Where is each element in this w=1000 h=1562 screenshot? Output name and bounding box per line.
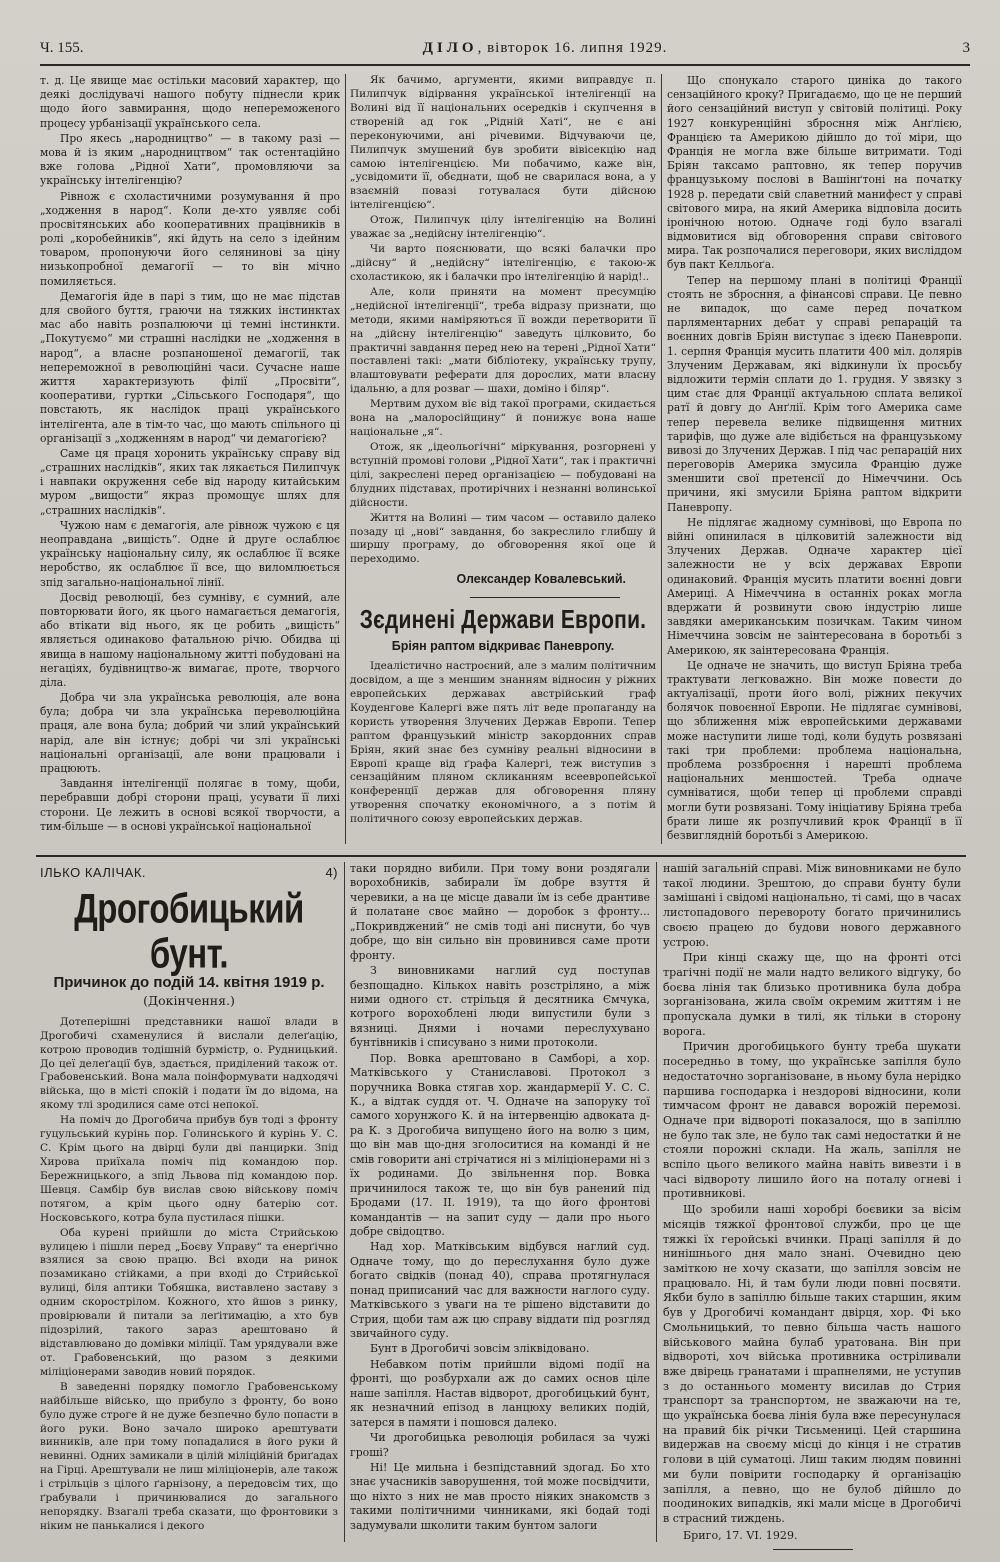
article-col2-upper	[350, 74, 656, 844]
paragraph: Рівнож є схоластичними розумування й про „ходження в народ“. Коли де-хто уявляє собі просвітянських або кооперативних працівників в ролі „коробейників“, які йдуть на село з ідейним товаром, пропонуючи його селянинові за ціну низькопробної демагогії — то він мічно помиляється.	[40, 189, 340, 288]
paragraph: Демагогія йде в парі з тим, що не має підстав для свойого буття, граючи на тяжких інстинктах мас або навіть розпалюючи ці темні інстинкти. „Покутуємо“ ми страшні наслідки не „ходження в народ“, а власне розпаношеної демагогії, так непереможної в революційні часи. Сучасне наше життя характеризують філії „Просвіти“, кооперативи, гуртки „Сільського Господаря“, що повстають, як наслідок праці українського інтелігента, але в тім-то час, що мають спільного ці організації з „ходженням в народ“ чи демагогією?	[40, 289, 340, 445]
column-divider	[344, 862, 345, 1542]
article3-author: ІЛЬКО КАЛІЧАК.	[40, 866, 147, 880]
paragraph: Життя на Волині — тим часом — оставило далеко позаду ці „нові“ завдання, бо закреслило глибшу й ширшу програму, до обговорення якої оце й переходимо.	[350, 511, 656, 566]
end-divider	[773, 1549, 853, 1550]
paragraph: Добра чи зла українська революція, але вона була; добра чи зла українська переволюційна праця, але вона була; добрий чи злий український нарід, але він істнує; добрі чи злі українські національні організації, але вони працювали і працюють.	[40, 691, 340, 775]
paragraph: Тепер на першому плані в політиці Франції стоять не збросння, а фінансові справи. Це певно не випадок, що саме перед початком парляментарних дебат у справі репарацій та воєнних довгів Бріян виступає з ідеєю Паневропи. 1. серпня Франція мусить платити 400 міл. долярів Злученим Державам, які відкинули їх просьбу відложити термін сплати до 1. грудня. У звязку з цим стає для Франції актуальною сплата великої ратї й довгу до Анґлії. Крім того Америка саме тепер перевела велике підвищення митних тарифів, що дуже але відібється на французькому вивозі до Злучених Держав. І під час репарацій них переговорів Америка змусила Францію дуже зменшити свої претенсії до Німеччини. Ось причини, які змусили Бріяна раптом відкрити Паневропу.	[667, 273, 962, 514]
paragraph: Досвід революції, без сумніву, є сумний, але повторювати його, як цього намагається демагогія, або втікати від нього, як це робить „вищість“ являється одинаково фатальною річю. Обидва ці явища в нашому національному житті побудовані на негаціях, будівництво-ж вимагає, проте, творчого діла.	[40, 590, 340, 689]
paragraph: Чи дрогобицька революція робилася за чужі гроші?	[350, 1431, 650, 1459]
paragraph: таки порядно вибили. При тому вони роздягали ворохобників, забирали їм добре взуття й черевики, а на це місце давали їм із себе дрантиве й полатане своє майно — доробок з фронту... „Покривджений“ не смів тоді ані писнути, бо чув добре, що він сильно він провинився саме проти фронту.	[350, 862, 650, 962]
paragraph: Причин дрогобицького бунту треба шукати посередньо в тому, що українське запілля було недостаточно зорганізоване, в ньому була нерідко паршива господарка і нездорові відносини, коли тимчасом фронт не давався ворожій перемозі. Одначе при відвороті показалося, що в запіллю не було так зле, не було так самі недостатки й не стояли порожні склади. На жаль, запілля не вспіло цього великого майна навіть вивезти і в часі відвороту лишило його на поталу огневі і противникові.	[663, 1040, 961, 1201]
paragraph: При кінці скажу ще, що на фронті отсі трагічні події не мали надто великого відгуку, бо боєва лінія так близько противника була добра зорганізована, жила своїм окремим життям і не пропускала думки в тилі, як тільки в сторону ворога.	[663, 951, 961, 1038]
article3-part: 4)	[325, 866, 338, 880]
paragraph: Як бачимо, аргументи, якими виправдує п. Пилипчук відірвання української інтелігенції на Волині від її національних осередків і скупчення в створеній ад гок „Рідній Хаті“, не є ані переконуючими, ані річевими. Відчуваючи це, Пилипчук змушений був зробити вівісекцію над самою інтелігенцією. Ми побачимо, каже він, „усвідомити її, обєднати, щоб не сварилася вона, а у взаємній повазі готувалася бути дійсною інтелігенцією“.	[350, 74, 656, 212]
paragraph: Не підлягає жадному сумнівові, що Европа по війні опинилася в цілковитій залежности від Злучених Держав. Одначе характер цієї залежности не у всіх державах Европи одинаковий. Франція мусить платити воєнні довги Америці. А Німеччина в останніх роках могла вдержати й розвинути свою індустрію лише завдяки американським позичкам. Таким чином Німеччина зовсім не заінтересована в боротьбі з Америкою, як заінтересована Франція.	[667, 515, 962, 657]
paragraph: Завдання інтелігенції полягає в тому, щоби, перебравши добрі сторони праці, усувати її лихі сторони. Це лежить в основі всякої творчости, а тим-більше — в основі української національної	[40, 777, 340, 833]
column-divider	[661, 74, 662, 844]
article2-subtitle: Бріян раптом відкриває Паневропу.	[391, 639, 615, 654]
section-divider	[470, 597, 620, 598]
paragraph: Про якесь „народництво“ — в такому разі — мова й із яким „народництвом“ так остентаційно вже голова „Рідної Хати“, промовляючи за українську інтелігенцію?	[40, 131, 340, 188]
section-rule	[36, 855, 966, 857]
paragraph: Мертвим духом віє від такої програми, скидається вона на „малоросійщину“ й понижує вона наше національне „я“.	[350, 398, 656, 439]
paragraph: Це одначе не значить, що виступ Бріяна треба трактувати легковажно. Він може повести до актуалізації, проти його волі, ріжних пекучих болячок повоєнної Европи. Не підлягає сумнівові, що зближення між европейськими державами може наступити лише тоді, коли будуть розвязані такі три проблеми: проблема національна, проблема роззброєння і нарешті проблема національних меншостей. Треба одначе сумніватися, щоби тепер ці проблеми справді могли бути розвязані. Тому ініціативу Бріяна треба брати лише як розпучливий крок Франції в її безвиглядній боротьбі з Америкою.	[667, 658, 962, 842]
paragraph: Пор. Вовка арештовано в Самборі, а хор. Матківського у Станиславові. Протокол з поручника Вовка стягав хор. жандармерії У. С. С. К., а відтак суддя от. Ч. Одначе на запоруку тої самого хорунжого К. й на інтервенцію адвоката д-ра К. з Дрогобича випущено його на волю з цим, що він мав що-дня зголоситися на команді й не смів говорити ані стрічатися ні з міліціонерами ні з їх родинами. До звільнення пор. Вовка причинилося також те, що він був ранений під Бродами (17. ІІ. 1919), та що його фронтові командантів — на запит суду — дали про нього добре свідоцтво.	[350, 1051, 650, 1238]
paragraph: Оба курені прийшли до міста Стрийською вулицею і пішли перед „Боєву Управу“ та енерґічно взялися за свою працю. Всі входи на ринок позамикано стійками, а при вході до Стрийської вулиці, біля аптики Тобяшка, виставлено заставу з одним скорострілом. Кожного, хто йшов з ринку, провірювали й питали за леґітимацію, а хто був підозрілий, такого зараз арештовано й відставлювано до домівки міліції. Там урядували вже от. Грабовенський, що разом з деякими міліціонерами заводив новий порядок.	[40, 1226, 338, 1378]
article1-col1	[40, 74, 340, 834]
paragraph: Дотеперішні представники нашої влади в Дрогобичі схаменулися й вислали делеґацію, котрою проводив тодішній бурмістр, о. Рудницький. До цеї делеґації був, здається, приділений також от. Грабовенський. Вона мала поінформувати надходячі війська, що в місті спокій і подати їм до відома, на якому тлі зродилися саме отсі непокої.	[40, 1015, 338, 1112]
author-signature: Олександер Ковалевський.	[456, 572, 626, 587]
page-number: 3	[962, 40, 970, 56]
paragraph: Отож, як „ідеольогічні“ міркування, розгорнені у вступній промові голови „Рідної Хати“, так і практичні цілі, закреслені перед організацією — побудовані на блудних підставах, протирічних і незнанні волинської дійсности.	[350, 440, 656, 509]
article3-continuation: (Докінчення.)	[143, 992, 235, 1008]
article2-title: Зєдинені Держави Европи.	[359, 605, 647, 635]
article2-col3	[667, 74, 962, 844]
column-divider	[656, 862, 657, 1542]
paragraph: Отож, Пилипчук цілу інтелігенцію на Волині уважає за „недійсну інтелігенцію“.	[350, 214, 656, 241]
paragraph: Ні! Це мильна і безпідставний здогад. Бо хто знає учасників заворушення, той може посвідчити, що ніхто з них не мав просто ніяких знакомств з такими політичними чинниками, які бодай тоді задумували школити таким бунтом залоги	[350, 1460, 650, 1532]
article3-col2	[350, 862, 650, 1542]
newspaper-name: ДІЛО	[422, 40, 478, 56]
article3-byline	[40, 866, 338, 880]
paragraph: Ідеалістично настроєний, але з малим політичним досвідом, а ще з меншим знанням відносин у ріжних европейських державах австрійський граф Коуденгове Калергі вже пять літ веде пропаганду на користь утворення Злучених Держав Европи. Тепер раптом французький міністр закордонних справ Бріян, який знає без сумніву реальні відносини в Европі краще від ґрафа Калергі, теж виступив з сензаційним пляном скликанням всеевропейської конференції держав для обговорення пляну утворення спочатку економічного, а з потім й політичного союзу европейських держав.	[350, 660, 656, 826]
article3-title: Дрогобицький бунт.	[74, 884, 304, 976]
article3-col1	[40, 866, 338, 1541]
paragraph: Саме ця праця хоронить українську справу від „страшних наслідків“, яких так лякається Пилипчук і навпаки окруження себе від народу китайським муром „вищости“ якраз промощує шлях для „страшних наслідків“.	[40, 446, 340, 517]
article3-col3	[663, 862, 961, 1552]
issue-number: Ч. 155.	[40, 40, 84, 56]
paragraph: нашій загальній справі. Між виновниками не було такої людини. Зрештою, до справи бунту були замішані і свідомі національно, ті самі, що в часах листопадового перевороту богато причинились своєю працею до будови нового державного устрою.	[663, 862, 961, 949]
masthead	[160, 40, 930, 57]
paragraph: Над хор. Матківським відбувся наглий суд. Одначе тому, що до переслухання було дуже богато свідків (понад 40), справа протягнулася понад приписаний час для важности наглого суду. Матківського з уваги на те рішено відставити до Стрия, щоби там аж цю справу віддати під розгляд звичайного суду.	[350, 1240, 650, 1340]
paragraph: Що зробили наші хоробрі боєвики за вісім місяців тяжкої фронтової служби, про це ще тяжкі їх геройські вчинки. Праці запілля й до нинішнього дня мало знані. Очевидно цею заміткою не хочу сказати, що запілля зовсім не працювало. Ні, й там були люди повні посвяти. Якби було в запіллю більше таких старшин, яким був у Дрогобичі командант двірця, хор. Фі ько Смольницький, то певно більша часть нашого військового майна булаб уратована. Він при відвороті, хоч війська противника остріливали вже двірець гранатами і шрапнелями, не уступив з до останнього моменту висилав до Стрия транспорт за транспортом, не зважаючи на те, що українська боєва лінія була вже пересунулася на правий бік річки Тисьмениці. Цей старшина видержав на своєму місці до кінця і не стратив голови в цій суматоці. Лиш таким людям повинні ми були повірити господарку й організацію запілля, а певно, що не булоб дійшло до поодиноких випадків, які мали місце в Дрогобичі в страсний тиждень.	[663, 1203, 961, 1525]
dateline: Бриго, 17. VI. 1929.	[683, 1528, 798, 1542]
paragraph: На поміч до Дрогобича прибув був тоді з фронту гуцульський курінь пор. Голинського й курінь У. С. С. Крім цього на двірці були дві панцирки. Зпід Хирова приїхала поміч під командою пор. Бережницького, а зпід Львова під командою пор. Шевця. Самбір був вислав свою військову поміч потягом, а крім цього одну батерію сот. Носковського, котра була пустилася пішки.	[40, 1114, 338, 1224]
page-header	[40, 40, 970, 66]
paragraph: З виновниками наглий суд поступав безпощадно. Кількох навіть розстріляно, а між ними одного ст. стрільця й десятника Ємчука, котрого ворохоблені люди випустили були з вязниці. Днями і ночами переслухувано бунтівників і списувано з ними протоколи.	[350, 964, 650, 1050]
paragraph: Бунт в Дрогобичі зовсім зліквідовано.	[370, 1342, 590, 1356]
paragraph: Але, коли приняти на момент пресумцію „недійсної інтелігенції“, треба відразу признати, що методи, якими наміряються її вожди перетворити її на „дійсну інтелігенцію“ заведуть цілковито, бо практичні завдання перед нею на терені „Рідної Хати“ поставлені такі: „мати бібліотеку, українську трупу, влаштовувати реферати для дорослих, мати власну ідальню, а для розваг — шахи, доміно і біляр“.	[350, 285, 656, 396]
paragraph: В заведенні порядку помогло Грабовенському найбільше військо, що прибуло з фронту, бо воно було дуже строге й не дуже безпечно було попасти в його руки. Воно зачало широко арештувати винників, але при тому попадалися в його руки й невинні. Одних замикали в цілій міліційній бриґадах на Гірці. Арештували не лиш міліціонерів, але також і стрільців з цілого ґарнізону, а передовсім тих, що ґрабували і причинювалися до загального непорядку. Взагалі треба сказати, що фронтовики з ніким не панькалися і декого	[40, 1380, 338, 1532]
paragraph: Чи варто пояснювати, що всякі балачки про „дійсну“ й „недійсну“ інтелігенцію, є такою-ж схоластикою, як і балачки про інтелігенцію й нарід!..	[350, 243, 656, 283]
paragraph: т. д. Це явище має остільки масовий характер, що деякі дослідувачі нашого побуту піднесли крик щодо його завмирання, щодо непереможеного процесу урбанізації українського села.	[40, 74, 340, 130]
paragraph: Чужою нам є демагогія, але рівнож чужою є ця неоправдана „вищість“. Одне й друге ослаблює українську національну силу, як ослаблює її всяке неробство, як ослаблює її все, що виломлюється зпід загально-національної лінії.	[40, 518, 340, 589]
article3-subtitle: Причинок до подій 14. квітня 1919 р.	[53, 973, 325, 991]
column-divider	[345, 74, 346, 844]
paragraph: Що спонукало старого циніка до такого сензаційного кроку? Пригадаємо, що це не перший його сензаційний виступ у світовій політиці. Року 1927 конкуренційні збросння між Анґлією, Францією та Америкою дійшло до тої міри, що Франція не могла вже більше витримати. Тоді Бріян таксамо раптовно, як тепер поручив французькому послові в Вашінґтоні на початку 1928 р. передати свій славетний манифест у справі світового мира, на який Америка відповіла досить іронічною нотою. Одначе годі було взагалі відмовитися від обговорення справи світового мира. Так розпочалися переговори, яких висліддом був пакт Келльоґа.	[667, 74, 962, 272]
paragraph: Небавком потім прийшли відомі події на фронті, що розбурхали аж до самих основ ціле наше запілля. Настав відворот, дрогобицький бунт, як незначний епізод в ланцюху великих подій, затерся в памяти і пошовся далеко.	[350, 1357, 650, 1429]
issue-date: , вівторок 16. липня 1929.	[477, 40, 668, 56]
